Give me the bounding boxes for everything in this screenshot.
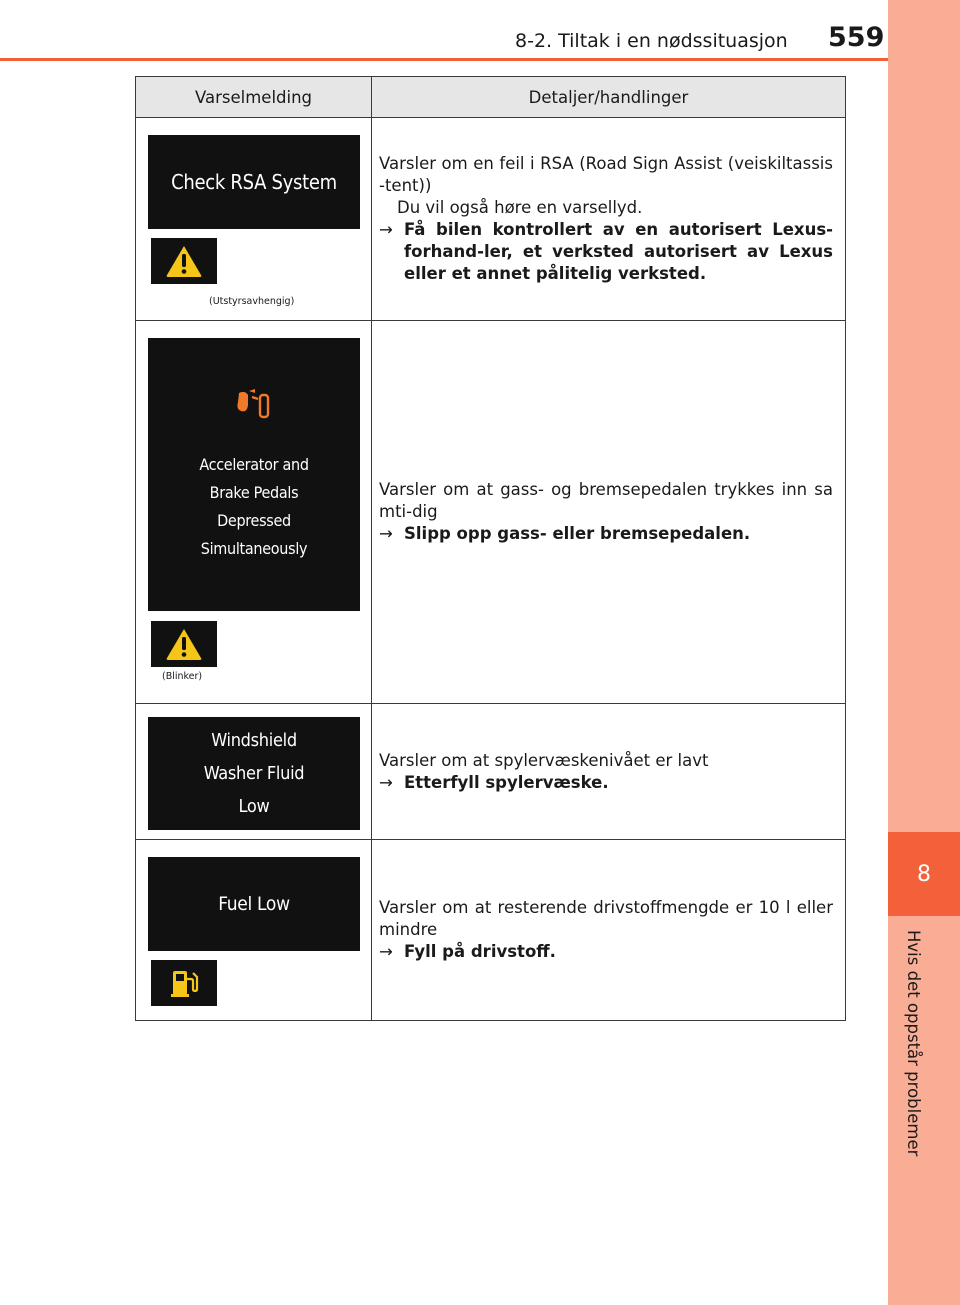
header-rule	[0, 58, 888, 61]
column-header-message: Varselmelding	[136, 77, 372, 118]
chapter-number-tab	[888, 832, 960, 916]
chapter-title: Hvis det oppstår problemer	[904, 930, 923, 1157]
warning-triangle-icon	[165, 244, 203, 278]
display-text: Depressed	[217, 510, 291, 530]
equipment-caption: (Utstyrsavhengig)	[209, 296, 295, 307]
message-image-cell	[136, 840, 372, 1021]
note: Du vil også høre en varsellyd.	[397, 198, 643, 217]
message-detail-cell	[372, 118, 846, 321]
table-header-row	[136, 77, 846, 118]
description: Varsler om at gass- og bremsepedalen trykkes inn samti-dig	[379, 480, 833, 521]
action	[379, 772, 833, 794]
description: Varsler om at spylervæskenivået er lavt	[379, 750, 709, 770]
arrow-icon: →	[379, 942, 393, 961]
display-text: Accelerator and	[199, 454, 309, 474]
section-title: 8-2. Tiltak i en nødssituasjon	[515, 30, 788, 52]
message-image-cell	[136, 321, 372, 704]
display-text: Simultaneously	[200, 538, 308, 558]
description: Varsler om en feil i RSA (Road Sign Assist (veiskiltassis-tent))	[379, 154, 833, 195]
table-row	[136, 840, 846, 1021]
display-text: Washer Fluid	[203, 763, 305, 784]
blinking-caption: (Blinker)	[162, 671, 203, 682]
display-screen	[148, 717, 360, 830]
message-detail-cell	[372, 321, 846, 704]
message-image-cell	[136, 118, 372, 321]
arrow-icon: →	[379, 772, 393, 792]
chapter-number: 8	[917, 861, 931, 887]
fuel-warning-light	[151, 960, 217, 1006]
message-image-cell	[136, 704, 372, 840]
warning-light	[151, 621, 217, 667]
column-header-details: Detaljer/handlinger	[372, 77, 846, 118]
table-row	[136, 118, 846, 321]
action	[379, 219, 833, 285]
display-screen	[148, 135, 360, 229]
action-text: Få bilen kontrollert av en autorisert Lexus-forhand-ler, et verksted autorisert av Lexus eller et annet pålitelig verksted.	[404, 220, 833, 283]
table-row	[136, 321, 846, 704]
description: Varsler om at resterende drivstoffmengde er 10 l eller mindre	[379, 898, 833, 939]
warning-messages-table	[135, 76, 846, 1021]
pedal-warning-icon	[233, 387, 275, 421]
fuel-pump-icon	[169, 967, 199, 999]
message-detail-cell	[372, 704, 846, 840]
arrow-icon: →	[379, 220, 393, 239]
action-text: Fyll på drivstoff.	[404, 942, 556, 961]
table-row	[136, 704, 846, 840]
warning-triangle-icon	[165, 627, 203, 661]
display-text: Windshield	[211, 730, 297, 751]
display-text: Fuel Low	[218, 893, 290, 915]
arrow-icon: →	[379, 524, 393, 543]
action-text: Etterfyll spylervæske.	[404, 772, 609, 792]
display-screen	[148, 857, 360, 951]
message-detail-cell	[372, 840, 846, 1021]
page-number: 559	[828, 22, 885, 53]
display-text: Low	[238, 796, 270, 817]
warning-light	[151, 238, 217, 284]
action-text: Slipp opp gass- eller bremsepedalen.	[404, 524, 751, 543]
action	[379, 523, 833, 545]
action	[379, 941, 833, 963]
chapter-side-band	[888, 0, 960, 1305]
display-screen	[148, 338, 360, 611]
display-text: Brake Pedals	[209, 482, 299, 502]
display-text: Check RSA System	[171, 170, 337, 194]
